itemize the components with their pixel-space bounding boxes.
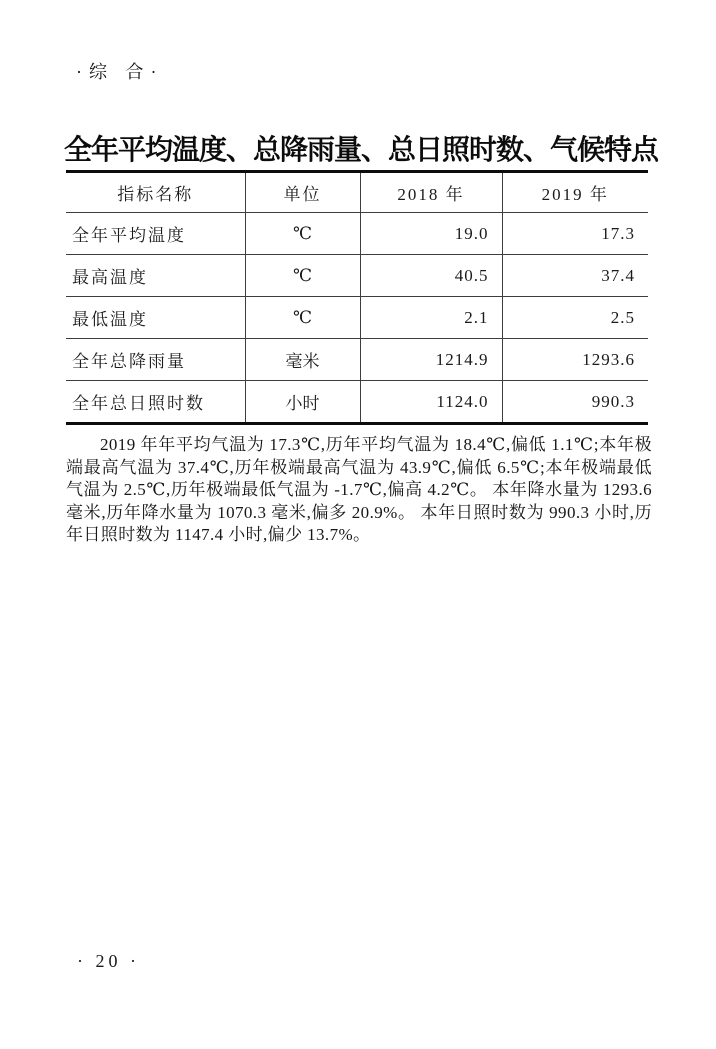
indicator-name: 全年总日照时数 [66, 381, 245, 424]
indicator-unit: ℃ [245, 213, 360, 255]
table-row [66, 255, 648, 297]
climate-summary-paragraph: 2019 年年平均气温为 17.3℃,历年平均气温为 18.4℃,偏低 1.1℃;本年极端最高气温为 37.4℃,历年极端最高气温为 43.9℃,偏低 6.5℃;本年极端最低气温为 2.5℃,历年极端最低气温为 -1.7℃,偏高 4.2℃。 本年降水量为 1293.6 毫米,历年降水量为 1070.3 毫米,偏多 20.9%。 本年日照时数为 990.3 小时,历年日照时数为 1147.4 小时,偏少 13.7%。 [66, 435, 652, 545]
section-label: ·综 合· [76, 62, 164, 82]
indicator-unit: 小时 [245, 381, 360, 424]
column-header-unit: 单位 [245, 172, 360, 213]
table-header-row [66, 172, 648, 213]
indicator-unit: ℃ [245, 255, 360, 297]
indicator-name: 全年平均温度 [66, 213, 245, 255]
column-header-indicator: 指标名称 [66, 172, 245, 213]
page-title: 全年平均温度、总降雨量、总日照时数、气候特点 [64, 133, 659, 165]
table-row [66, 297, 648, 339]
value-2018: 1214.9 [360, 339, 502, 381]
value-2019: 990.3 [591, 391, 635, 411]
indicator-name: 全年总降雨量 [66, 339, 245, 381]
indicator-name: 最高温度 [66, 255, 245, 297]
indicator-name: 最低温度 [66, 297, 245, 339]
column-header-2018: 2018 年 [360, 172, 502, 213]
indicator-unit: ℃ [245, 297, 360, 339]
table-row [66, 213, 648, 255]
value-2019: 17.3 [502, 213, 648, 255]
climate-statistics-table [66, 170, 648, 425]
table-row [66, 339, 648, 381]
page-number: · 20 · [77, 951, 140, 971]
table-row [66, 381, 648, 424]
value-2018: 19.0 [360, 213, 502, 255]
indicator-unit: 毫米 [245, 339, 360, 381]
value-2019: 37.4 [502, 255, 648, 297]
value-2018: 1124.0 [360, 381, 502, 424]
value-2018: 2.1 [360, 297, 502, 339]
value-2019: 2.5 [502, 297, 648, 339]
column-header-2019: 2019 年 [502, 172, 648, 213]
value-2019: 1293.6 [502, 339, 648, 381]
value-2018: 40.5 [360, 255, 502, 297]
